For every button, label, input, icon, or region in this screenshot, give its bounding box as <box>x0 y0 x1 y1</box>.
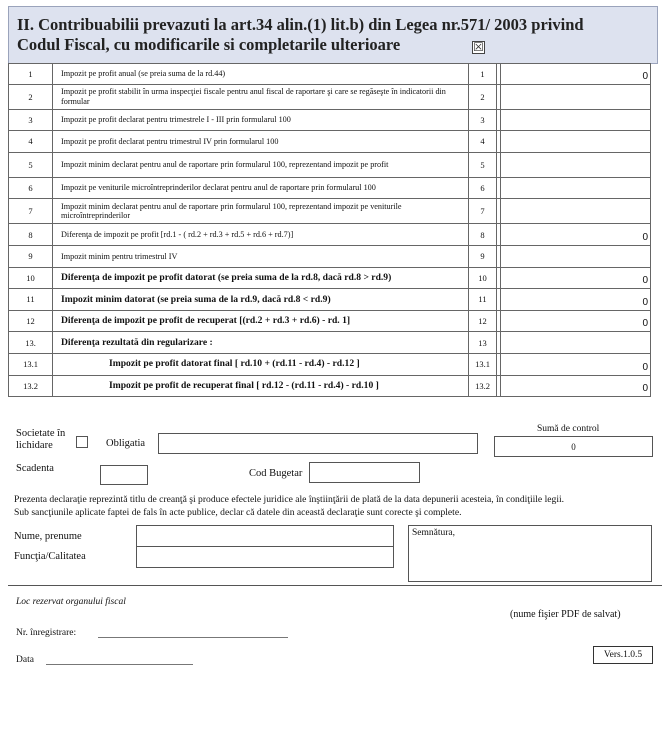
row-description: Diferenţa rezultată din regularizare : <box>53 332 469 353</box>
row-description: Impozit minim pentru trimestrul IV <box>53 246 469 267</box>
row-number: 7 <box>9 199 53 223</box>
row-reference: 13 <box>469 332 497 353</box>
row-number: 10 <box>9 268 53 289</box>
row-reference: 8 <box>469 224 497 245</box>
nr-inregistrare-label: Nr. înregistrare: <box>16 628 77 638</box>
row-reference: 1 <box>469 64 497 84</box>
row-number: 2 <box>9 85 53 109</box>
row-description: Impozit pe profit datorat final [ rd.10 + (rd.11 - rd.4) - rd.12 ] <box>53 354 469 375</box>
obligatia-label: Obligatia <box>106 438 146 449</box>
row-description: Impozit pe profit de recuperat final [ rd.12 - (rd.11 - rd.4) - rd.10 ] <box>53 376 469 397</box>
data-field[interactable] <box>46 664 193 665</box>
obligatia-field[interactable] <box>158 433 478 454</box>
table-row <box>8 268 651 290</box>
row-value-field[interactable]: 0 <box>642 70 648 82</box>
row-number: 12 <box>9 311 53 332</box>
row-reference: 12 <box>469 311 497 332</box>
row-description: Diferenţa de impozit pe profit [rd.1 - ( rd.2 + rd.3 + rd.5 + rd.6 + rd.7)] <box>53 224 469 245</box>
table-row <box>8 289 651 311</box>
row-number: 9 <box>9 246 53 267</box>
scadenta-label: Scadenta <box>16 463 54 474</box>
suma-control-field[interactable] <box>494 436 653 457</box>
row-value-field[interactable] <box>501 246 650 267</box>
row-description: Diferenţa de impozit pe profit datorat (se preia suma de la rd.8, dacă rd.8 > rd.9) <box>53 268 469 289</box>
row-value-field[interactable]: 0 <box>642 383 648 395</box>
table-row <box>8 246 651 268</box>
row-reference: 3 <box>469 110 497 131</box>
row-value-field[interactable]: 0 <box>642 361 648 373</box>
row-description: Impozit pe profit declarat pentru trimestrele I - III prin formularul 100 <box>53 110 469 131</box>
row-description: Impozit pe profit declarat pentru trimestrul IV prin formularul 100 <box>53 131 469 152</box>
row-number: 5 <box>9 153 53 177</box>
row-number: 13.1 <box>9 354 53 375</box>
table-row <box>8 332 651 354</box>
version-box <box>593 646 653 664</box>
row-description: Impozit minim declarat pentru anul de raportare prin formularul 100, reprezentand impozit pe profit <box>53 153 469 177</box>
row-number: 13. <box>9 332 53 353</box>
cod-bugetar-label: Cod Bugetar <box>249 468 303 479</box>
pdf-note: (nume fişier PDF de salvat) <box>510 609 621 620</box>
row-reference: 6 <box>469 178 497 199</box>
row-reference: 5 <box>469 153 497 177</box>
row-number: 4 <box>9 131 53 152</box>
row-reference: 7 <box>469 199 497 223</box>
row-reference: 2 <box>469 85 497 109</box>
declaration-line2: Sub sancţiunile aplicate faptei de fals în acte publice, declar că datele din această declaraţie sunt corecte şi complete. <box>14 507 462 518</box>
nume-label: Nume, prenume <box>14 531 82 542</box>
row-value-field[interactable] <box>501 199 650 223</box>
section-header <box>8 6 658 64</box>
row-reference: 11 <box>469 289 497 310</box>
table-row <box>8 224 651 246</box>
semnatura-label: Semnătura, <box>412 528 456 538</box>
row-description: Impozit minim declarat pentru anul de raportare prin formularul 100, reprezentand impozit pe veniturile microîntreprinderilor <box>53 199 469 223</box>
row-value-field[interactable] <box>501 85 650 109</box>
table-row <box>8 131 651 153</box>
loc-rezervat-label: Loc rezervat organului fiscal <box>16 597 126 607</box>
row-value-field[interactable]: 0 <box>642 296 648 308</box>
row-number: 1 <box>9 64 53 84</box>
declaration-line1: Prezenta declaraţie reprezintă titlu de creanţă şi produce efectele juridice ale înştiinţării de plată de la data depunerii acesteia, în condiţiile legii. <box>14 494 565 505</box>
row-reference: 4 <box>469 131 497 152</box>
divider <box>8 585 662 586</box>
table-row <box>8 311 651 333</box>
row-value-field[interactable] <box>501 131 650 152</box>
version-label: Vers.1.0.5 <box>603 650 643 660</box>
tax-table <box>8 63 651 397</box>
table-row <box>8 199 651 224</box>
table-row <box>8 85 651 110</box>
scadenta-field[interactable] <box>100 465 148 485</box>
suma-control-label: Sumă de control <box>537 424 600 434</box>
cod-bugetar-field[interactable] <box>309 462 420 483</box>
row-value-field[interactable]: 0 <box>642 318 648 330</box>
section-title-line2: Codul Fiscal, cu modificarile si completarile ulterioare <box>17 35 401 54</box>
suma-control-value: 0 <box>571 442 576 452</box>
table-row <box>8 178 651 200</box>
row-value-field[interactable]: 0 <box>642 231 648 243</box>
row-description: Diferenţa de impozit pe profit de recuperat [(rd.2 + rd.3 + rd.6) - rd. 1] <box>53 311 469 332</box>
table-row <box>8 376 651 398</box>
societate-label: Societate în lichidare <box>16 428 66 451</box>
functia-field[interactable] <box>136 546 394 568</box>
row-reference: 13.2 <box>469 376 497 397</box>
section-title-line1: II. Contribuabilii prevazuti la art.34 alin.(1) lit.b) din Legea nr.571/ 2003 privind <box>17 15 584 34</box>
row-value-field[interactable] <box>501 178 650 199</box>
data-label: Data <box>16 655 34 665</box>
table-row <box>8 110 651 132</box>
societate-checkbox[interactable] <box>76 436 88 448</box>
row-reference: 10 <box>469 268 497 289</box>
row-description: Impozit pe profit anual (se preia suma de la rd.44) <box>53 64 469 84</box>
section-checkbox[interactable]: ☒ <box>473 40 484 54</box>
row-reference: 13.1 <box>469 354 497 375</box>
section-title <box>17 15 584 55</box>
row-number: 13.2 <box>9 376 53 397</box>
row-number: 6 <box>9 178 53 199</box>
row-number: 8 <box>9 224 53 245</box>
table-row <box>8 63 651 85</box>
row-value-field[interactable] <box>501 110 650 131</box>
row-description: Impozit pe profit stabilit în urma inspecţiei fiscale pentru anul fiscal de raportare şi care se regăseşte în indicatorii din formular <box>53 85 469 109</box>
table-row <box>8 153 651 178</box>
row-reference: 9 <box>469 246 497 267</box>
row-value-field[interactable] <box>501 153 650 177</box>
nume-field[interactable] <box>136 525 394 547</box>
semnatura-field[interactable] <box>408 525 652 582</box>
row-value-field[interactable]: 0 <box>642 275 648 287</box>
row-number: 11 <box>9 289 53 310</box>
row-value-field[interactable] <box>501 332 650 353</box>
row-description: Impozit pe veniturile microîntreprinderilor declarat pentru anul de raportare prin formularul 100 <box>53 178 469 199</box>
table-row <box>8 354 651 376</box>
functia-label: Funcţia/Calitatea <box>14 551 86 562</box>
nr-inregistrare-field[interactable] <box>98 637 288 638</box>
row-number: 3 <box>9 110 53 131</box>
row-description: Impozit minim datorat (se preia suma de la rd.9, dacă rd.8 < rd.9) <box>53 289 469 310</box>
